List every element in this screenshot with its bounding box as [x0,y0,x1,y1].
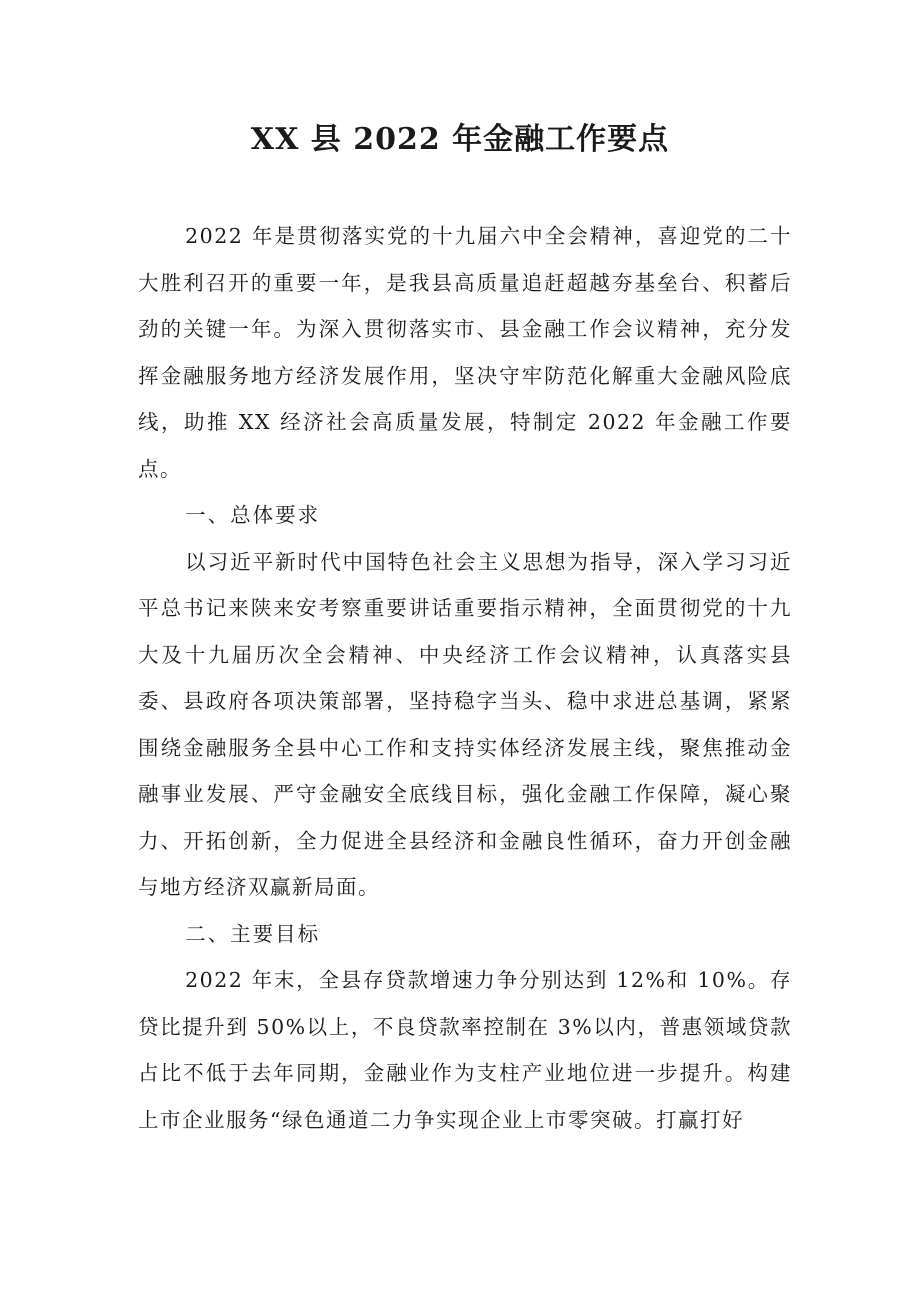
intro-paragraph: 2022 年是贯彻落实党的十九届六中全会精神，喜迎党的二十大胜利召开的重要一年，是我县高质量追赶超越夯基垒台、积蓄后劲的关键一年。为深入贯彻落实市、县金融工作会议精神，充分发挥金融服务地方经济发展作用，坚决守牢防范化解重大金融风险底线，助推 XX 经济社会高质量发展，特制定 2022 年金融工作要点。 [138,224,792,481]
general-requirements-paragraph: 以习近平新时代中国特色社会主义思想为指导，深入学习习近平总书记来陕来安考察重要讲话重要指示精神，全面贯彻党的十九大及十九届历次全会精神、中央经济工作会议精神，认真落实县委、县政府各项决策部署，坚持稳字当头、稳中求进总基调，紧紧围绕金融服务全县中心工作和支持实体经济发展主线，聚焦推动金融事业发展、严守金融安全底线目标，强化金融工作保障，凝心聚力、开拓创新，全力促进全县经济和金融良性循环，奋力开创金融与地方经济双赢新局面。 [138,549,792,899]
document-body [138,213,792,1143]
main-targets-paragraph: 2022 年末，全县存贷款增速力争分别达到 12%和 10%。存贷比提升到 50%以上，不良贷款率控制在 3%以内，普惠领域贷款占比不低于去年同期，金融业作为支柱产业地位进一步提升。构建上市企业服务“绿色通道二力争实现企业上市零突破。打赢打好 [138,968,792,1132]
document-title: XX 县 2022 年金融工作要点 [250,122,670,157]
section-heading-main-targets: 二、主要目标 [185,921,321,946]
section-heading-general-requirements: 一、总体要求 [185,503,321,527]
